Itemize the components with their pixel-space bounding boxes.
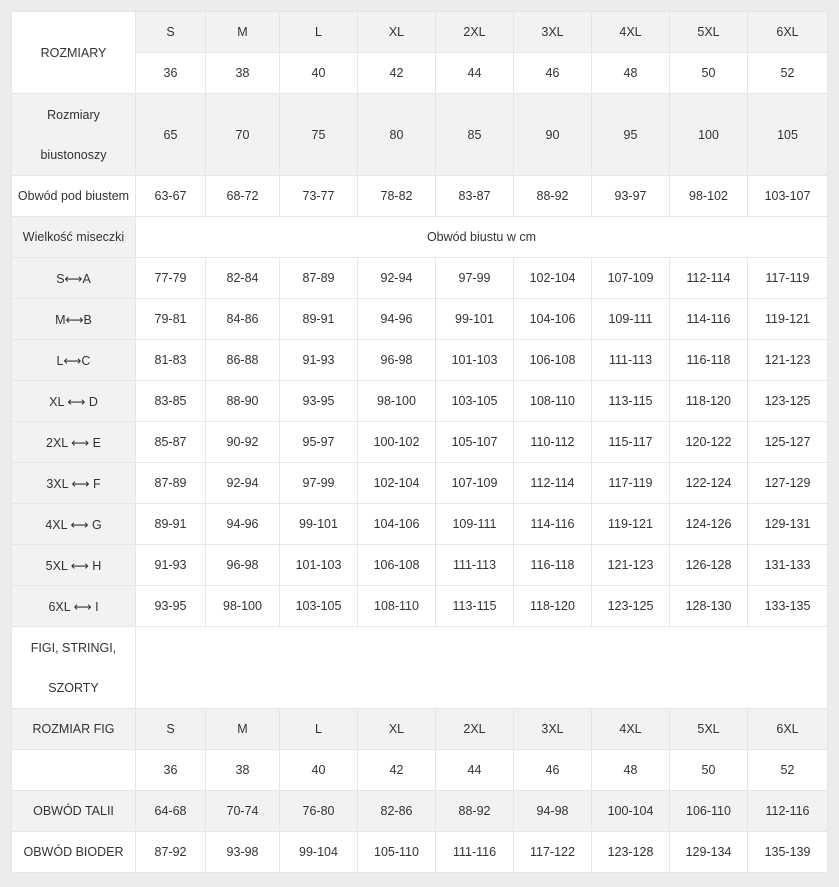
underbust-row bbox=[12, 176, 828, 217]
sizes-label: ROZMIARY bbox=[12, 12, 136, 94]
bust-cell: 98-100 bbox=[206, 586, 280, 627]
hips-label: OBWÓD BIODER bbox=[12, 832, 136, 873]
brief-sizes-blank bbox=[12, 750, 136, 791]
bust-cell: 91-93 bbox=[136, 545, 206, 586]
bust-cell: 87-89 bbox=[280, 258, 358, 299]
bust-cell: 84-86 bbox=[206, 299, 280, 340]
bust-cell: 109-111 bbox=[436, 504, 514, 545]
waist-cell: 94-98 bbox=[514, 791, 592, 832]
bust-cell: 127-129 bbox=[748, 463, 828, 504]
brief-size-letter-cell: 2XL bbox=[436, 709, 514, 750]
bra-size-cell: 90 bbox=[514, 94, 592, 176]
cup-row-label: 2XL ⟷ E bbox=[12, 422, 136, 463]
cup-row bbox=[12, 381, 828, 422]
cup-row bbox=[12, 586, 828, 627]
hips-cell: 99-104 bbox=[280, 832, 358, 873]
bust-cell: 101-103 bbox=[436, 340, 514, 381]
bust-cell: 97-99 bbox=[436, 258, 514, 299]
brief-size-letter-cell: XL bbox=[358, 709, 436, 750]
bust-cell: 91-93 bbox=[280, 340, 358, 381]
underbust-cell: 63-67 bbox=[136, 176, 206, 217]
bust-cell: 116-118 bbox=[670, 340, 748, 381]
brief-size-letter-cell: M bbox=[206, 709, 280, 750]
bust-cell: 99-101 bbox=[436, 299, 514, 340]
bust-cell: 97-99 bbox=[280, 463, 358, 504]
bra-size-cell: 65 bbox=[136, 94, 206, 176]
bust-cell: 113-115 bbox=[436, 586, 514, 627]
brief-size-number-cell: 50 bbox=[670, 750, 748, 791]
underbust-cell: 103-107 bbox=[748, 176, 828, 217]
briefs-blank bbox=[136, 627, 828, 709]
bra-size-cell: 95 bbox=[592, 94, 670, 176]
brief-size-letter-cell: L bbox=[280, 709, 358, 750]
bust-cell: 115-117 bbox=[592, 422, 670, 463]
cup-row-label: L⟷C bbox=[12, 340, 136, 381]
size-number-cell: 42 bbox=[358, 53, 436, 94]
size-letter-cell: 6XL bbox=[748, 12, 828, 53]
bust-cell: 108-110 bbox=[358, 586, 436, 627]
brief-sizes-letter-row bbox=[12, 709, 828, 750]
bust-cell: 123-125 bbox=[592, 586, 670, 627]
cup-row-label: 4XL ⟷ G bbox=[12, 504, 136, 545]
bust-cell: 96-98 bbox=[206, 545, 280, 586]
brief-size-number-cell: 52 bbox=[748, 750, 828, 791]
waist-cell: 82-86 bbox=[358, 791, 436, 832]
waist-label: OBWÓD TALII bbox=[12, 791, 136, 832]
bust-cell: 107-109 bbox=[436, 463, 514, 504]
bust-cell: 112-114 bbox=[514, 463, 592, 504]
bust-cell: 92-94 bbox=[206, 463, 280, 504]
underbust-cell: 78-82 bbox=[358, 176, 436, 217]
briefs-label-line2: SZORTY bbox=[48, 680, 99, 695]
bra-size-cell: 80 bbox=[358, 94, 436, 176]
hips-cell: 117-122 bbox=[514, 832, 592, 873]
cup-label: Wielkość miseczki bbox=[12, 217, 136, 258]
brief-size-number-cell: 38 bbox=[206, 750, 280, 791]
brief-sizes-number-row bbox=[12, 750, 828, 791]
bust-cell: 98-100 bbox=[358, 381, 436, 422]
cup-row bbox=[12, 545, 828, 586]
bust-cell: 106-108 bbox=[358, 545, 436, 586]
size-number-cell: 38 bbox=[206, 53, 280, 94]
underbust-cell: 68-72 bbox=[206, 176, 280, 217]
size-letter-cell: M bbox=[206, 12, 280, 53]
bust-cell: 110-112 bbox=[514, 422, 592, 463]
size-letter-cell: XL bbox=[358, 12, 436, 53]
bust-cell: 111-113 bbox=[592, 340, 670, 381]
cup-row-label: 5XL ⟷ H bbox=[12, 545, 136, 586]
cup-row bbox=[12, 258, 828, 299]
bust-cell: 92-94 bbox=[358, 258, 436, 299]
waist-cell: 76-80 bbox=[280, 791, 358, 832]
bust-cell: 89-91 bbox=[136, 504, 206, 545]
underbust-cell: 88-92 bbox=[514, 176, 592, 217]
bust-cell: 95-97 bbox=[280, 422, 358, 463]
hips-cell: 105-110 bbox=[358, 832, 436, 873]
bust-cell: 99-101 bbox=[280, 504, 358, 545]
brief-sizes-label: ROZMIAR FIG bbox=[12, 709, 136, 750]
cup-row bbox=[12, 504, 828, 545]
cup-rows bbox=[12, 258, 828, 627]
sizes-letter-row bbox=[12, 12, 828, 53]
size-letter-cell: 4XL bbox=[592, 12, 670, 53]
bust-cell: 83-85 bbox=[136, 381, 206, 422]
bust-cell: 117-119 bbox=[748, 258, 828, 299]
underbust-label: Obwód pod biustem bbox=[12, 176, 136, 217]
bust-cell: 90-92 bbox=[206, 422, 280, 463]
bra-sizes-label-line1: Rozmiary bbox=[47, 107, 100, 122]
bust-cell: 94-96 bbox=[206, 504, 280, 545]
size-letter-cell: L bbox=[280, 12, 358, 53]
size-number-cell: 52 bbox=[748, 53, 828, 94]
waist-cell: 70-74 bbox=[206, 791, 280, 832]
cup-row-label: M⟷B bbox=[12, 299, 136, 340]
bust-cell: 93-95 bbox=[136, 586, 206, 627]
brief-size-letter-cell: 6XL bbox=[748, 709, 828, 750]
bust-cell: 119-121 bbox=[748, 299, 828, 340]
bust-cell: 129-131 bbox=[748, 504, 828, 545]
bust-cell: 125-127 bbox=[748, 422, 828, 463]
size-number-cell: 44 bbox=[436, 53, 514, 94]
bust-cell: 81-83 bbox=[136, 340, 206, 381]
bust-cell: 124-126 bbox=[670, 504, 748, 545]
size-number-cell: 36 bbox=[136, 53, 206, 94]
bust-cell: 104-106 bbox=[514, 299, 592, 340]
bust-cell: 107-109 bbox=[592, 258, 670, 299]
bust-cell: 117-119 bbox=[592, 463, 670, 504]
bust-cell: 114-116 bbox=[670, 299, 748, 340]
size-number-cell: 50 bbox=[670, 53, 748, 94]
size-number-cell: 48 bbox=[592, 53, 670, 94]
brief-size-letter-cell: 3XL bbox=[514, 709, 592, 750]
bust-cell: 112-114 bbox=[670, 258, 748, 299]
bra-size-cell: 70 bbox=[206, 94, 280, 176]
hips-cell: 123-128 bbox=[592, 832, 670, 873]
brief-size-number-cell: 46 bbox=[514, 750, 592, 791]
size-letter-cell: 5XL bbox=[670, 12, 748, 53]
hips-cell: 135-139 bbox=[748, 832, 828, 873]
bust-cell: 77-79 bbox=[136, 258, 206, 299]
bra-sizes-row bbox=[12, 94, 828, 176]
underbust-cell: 73-77 bbox=[280, 176, 358, 217]
bust-cell: 102-104 bbox=[358, 463, 436, 504]
underbust-cell: 98-102 bbox=[670, 176, 748, 217]
bra-size-cell: 75 bbox=[280, 94, 358, 176]
cup-row bbox=[12, 299, 828, 340]
bust-cell: 102-104 bbox=[514, 258, 592, 299]
bust-cell: 118-120 bbox=[670, 381, 748, 422]
bust-cell: 94-96 bbox=[358, 299, 436, 340]
waist-cell: 88-92 bbox=[436, 791, 514, 832]
waist-cell: 106-110 bbox=[670, 791, 748, 832]
bra-sizes-label bbox=[12, 94, 136, 176]
bust-cell: 121-123 bbox=[748, 340, 828, 381]
brief-size-letter-cell: 4XL bbox=[592, 709, 670, 750]
waist-cell: 64-68 bbox=[136, 791, 206, 832]
brief-size-letter-cell: S bbox=[136, 709, 206, 750]
bust-cell: 113-115 bbox=[592, 381, 670, 422]
hips-cell: 111-116 bbox=[436, 832, 514, 873]
size-letter-cell: S bbox=[136, 12, 206, 53]
brief-size-letter-cell: 5XL bbox=[670, 709, 748, 750]
bra-sizes-label-line2: biustonoszy bbox=[40, 147, 107, 162]
bust-cell: 121-123 bbox=[592, 545, 670, 586]
hips-cell: 93-98 bbox=[206, 832, 280, 873]
briefs-header-row bbox=[12, 627, 828, 709]
cup-header-row bbox=[12, 217, 828, 258]
bust-cell: 131-133 bbox=[748, 545, 828, 586]
bust-cell: 79-81 bbox=[136, 299, 206, 340]
bust-cell: 89-91 bbox=[280, 299, 358, 340]
bust-cell: 116-118 bbox=[514, 545, 592, 586]
bust-cell: 109-111 bbox=[592, 299, 670, 340]
size-table bbox=[11, 11, 828, 873]
bust-cell: 104-106 bbox=[358, 504, 436, 545]
bust-cell: 106-108 bbox=[514, 340, 592, 381]
bust-cell: 114-116 bbox=[514, 504, 592, 545]
brief-size-number-cell: 36 bbox=[136, 750, 206, 791]
brief-size-number-cell: 44 bbox=[436, 750, 514, 791]
cup-row-label: XL ⟷ D bbox=[12, 381, 136, 422]
size-number-cell: 46 bbox=[514, 53, 592, 94]
size-number-cell: 40 bbox=[280, 53, 358, 94]
briefs-label-line1: FIGI, STRINGI, bbox=[30, 640, 117, 655]
bust-cell: 133-135 bbox=[748, 586, 828, 627]
bust-cell: 100-102 bbox=[358, 422, 436, 463]
bra-size-cell: 85 bbox=[436, 94, 514, 176]
cup-row-label: S⟷A bbox=[12, 258, 136, 299]
size-letter-cell: 3XL bbox=[514, 12, 592, 53]
bust-cell: 126-128 bbox=[670, 545, 748, 586]
bra-size-cell: 105 bbox=[748, 94, 828, 176]
brief-size-number-cell: 42 bbox=[358, 750, 436, 791]
brief-size-number-cell: 40 bbox=[280, 750, 358, 791]
cup-row bbox=[12, 340, 828, 381]
hips-cell: 87-92 bbox=[136, 832, 206, 873]
waist-cell: 100-104 bbox=[592, 791, 670, 832]
bust-cell: 120-122 bbox=[670, 422, 748, 463]
size-letter-cell: 2XL bbox=[436, 12, 514, 53]
bust-cell: 86-88 bbox=[206, 340, 280, 381]
cup-row-label: 3XL ⟷ F bbox=[12, 463, 136, 504]
hips-cell: 129-134 bbox=[670, 832, 748, 873]
bust-cell: 108-110 bbox=[514, 381, 592, 422]
bust-cell: 123-125 bbox=[748, 381, 828, 422]
bust-cell: 101-103 bbox=[280, 545, 358, 586]
bust-cell: 87-89 bbox=[136, 463, 206, 504]
bust-cell: 122-124 bbox=[670, 463, 748, 504]
brief-size-number-cell: 48 bbox=[592, 750, 670, 791]
waist-cell: 112-116 bbox=[748, 791, 828, 832]
bust-cell: 103-105 bbox=[436, 381, 514, 422]
waist-row bbox=[12, 791, 828, 832]
bust-cell: 96-98 bbox=[358, 340, 436, 381]
cup-row-label: 6XL ⟷ I bbox=[12, 586, 136, 627]
size-chart bbox=[11, 11, 827, 872]
underbust-cell: 93-97 bbox=[592, 176, 670, 217]
bust-cell: 118-120 bbox=[514, 586, 592, 627]
cup-row bbox=[12, 463, 828, 504]
briefs-label bbox=[12, 627, 136, 709]
bust-cell: 93-95 bbox=[280, 381, 358, 422]
underbust-cell: 83-87 bbox=[436, 176, 514, 217]
bust-cell: 88-90 bbox=[206, 381, 280, 422]
bust-cell: 119-121 bbox=[592, 504, 670, 545]
cup-row bbox=[12, 422, 828, 463]
bust-cell: 82-84 bbox=[206, 258, 280, 299]
bust-cell: 128-130 bbox=[670, 586, 748, 627]
bust-cell: 105-107 bbox=[436, 422, 514, 463]
bust-cell: 85-87 bbox=[136, 422, 206, 463]
bust-cell: 103-105 bbox=[280, 586, 358, 627]
bust-cell: 111-113 bbox=[436, 545, 514, 586]
bra-size-cell: 100 bbox=[670, 94, 748, 176]
bust-circumference-header: Obwód biustu w cm bbox=[136, 217, 828, 258]
hips-row bbox=[12, 832, 828, 873]
